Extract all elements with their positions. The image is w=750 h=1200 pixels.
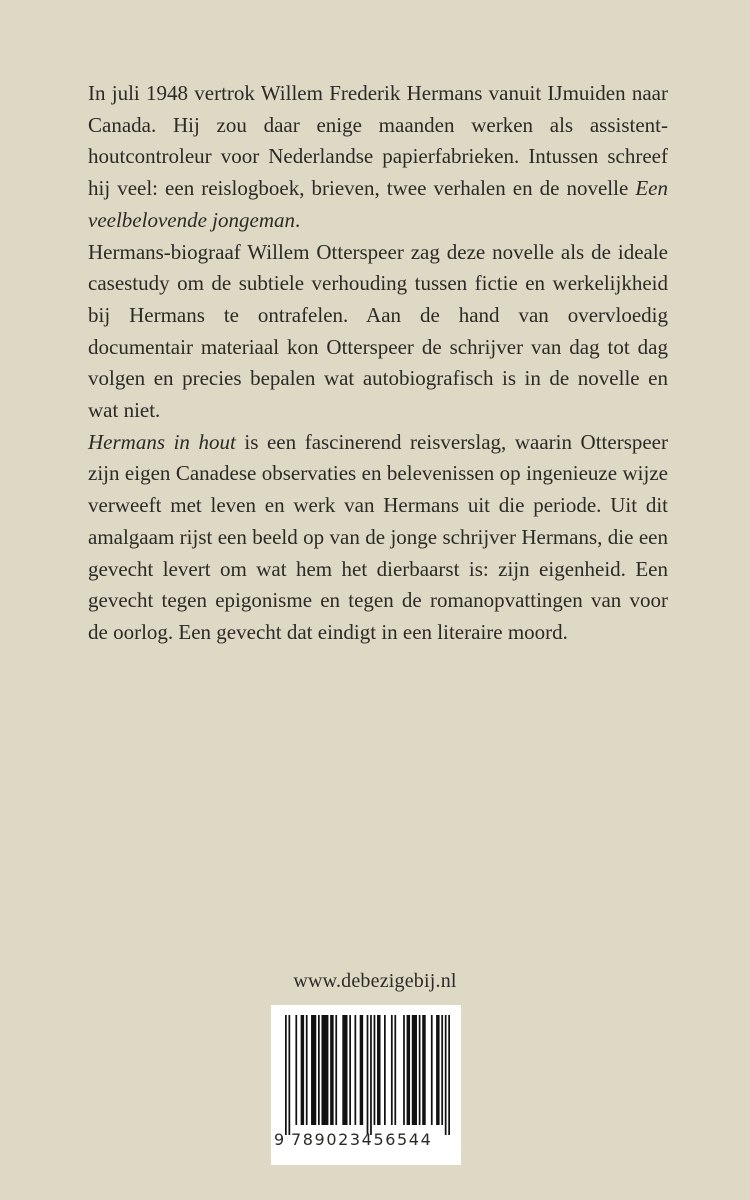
barcode-bar [370,1015,372,1135]
barcode-bar [431,1015,433,1125]
barcode-bar [306,1015,308,1125]
barcode-bar [295,1015,297,1125]
barcode-bar [301,1015,304,1125]
barcode-bar [412,1015,417,1125]
barcode-digits: 789023456544 [291,1130,433,1149]
barcode-bar [335,1015,337,1125]
barcode-bar [448,1015,450,1135]
barcode-bar [394,1015,396,1125]
blurb-paragraph-1 [88,78,668,237]
barcode-bar [288,1015,290,1135]
back-cover-blurb [88,78,668,649]
publisher-url[interactable]: www.debezigebij.nl [293,970,457,992]
barcode-bar [403,1015,405,1125]
barcode-bar [407,1015,410,1125]
blurb-p1-book-title: Een veelbelovende jongeman [88,176,668,232]
barcode-bar [384,1015,386,1125]
barcode-bar [422,1015,425,1125]
barcode-bar [354,1015,356,1125]
barcode-bar [391,1015,393,1125]
barcode-bar [349,1015,351,1125]
barcode-bar [441,1015,443,1125]
barcode-bar [374,1015,376,1125]
barcode-bar [330,1015,333,1125]
blurb-p1-text: In juli 1948 vertrok Willem Frederik Hermans vanuit IJmuiden naar Canada. Hij zou daar enige maanden werken als assistenthoutcontroleur voor Nederlandse papierfabrieken. Intussen schreef hij veel: een reislogboek, brieven, twee verhalen en de novelle [88,81,668,201]
barcode-bar [318,1015,320,1125]
barcode-bar [419,1015,421,1125]
barcode-bar [436,1015,439,1125]
barcode-bar [342,1015,347,1125]
barcode-bar [445,1015,447,1135]
blurb-p3-book-title: Hermans in hout [88,429,236,454]
blurb-p3-text: is een fascinerend reisverslag, waarin Otterspeer zijn eigen Canadese observaties en belevenissen op ingenieuze wijze verweeft met leven en werk van Hermans uit die periode. Uit dit amalgaam rijst een beeld op van de jonge schrijver Hermans, die een gevecht levert om wat hem het dierbaarst is: zijn eigenheid. Een gevecht tegen epigonisme en tegen de romanopvattingen van voor de oorlog. Een gevecht dat eindigt in een literaire moord. [88,429,669,644]
barcode-bar [377,1015,380,1125]
blurb-paragraph-3 [88,427,668,649]
barcode-bar [321,1015,328,1125]
barcode-bars [285,1015,450,1135]
isbn-barcode [271,1005,461,1165]
barcode-first-digit: 9 [274,1130,285,1149]
barcode-bar [285,1015,287,1135]
barcode-bar [367,1015,369,1135]
blurb-p1-end: . [295,207,301,232]
barcode-bar [360,1015,363,1125]
barcode-bar [311,1015,316,1125]
blurb-paragraph-2: Hermans-biograaf Willem Otterspeer zag deze novelle als de ideale casestudy om de subtiele verhouding tussen fictie en werkelijkheid bij Hermans te ontrafelen. Aan de hand van overvloedig documentair materiaal kon Otterspeer de schrijver van dag tot dag volgen en precies bepalen wat autobiografisch is in de novelle en wat niet. [88,239,668,423]
